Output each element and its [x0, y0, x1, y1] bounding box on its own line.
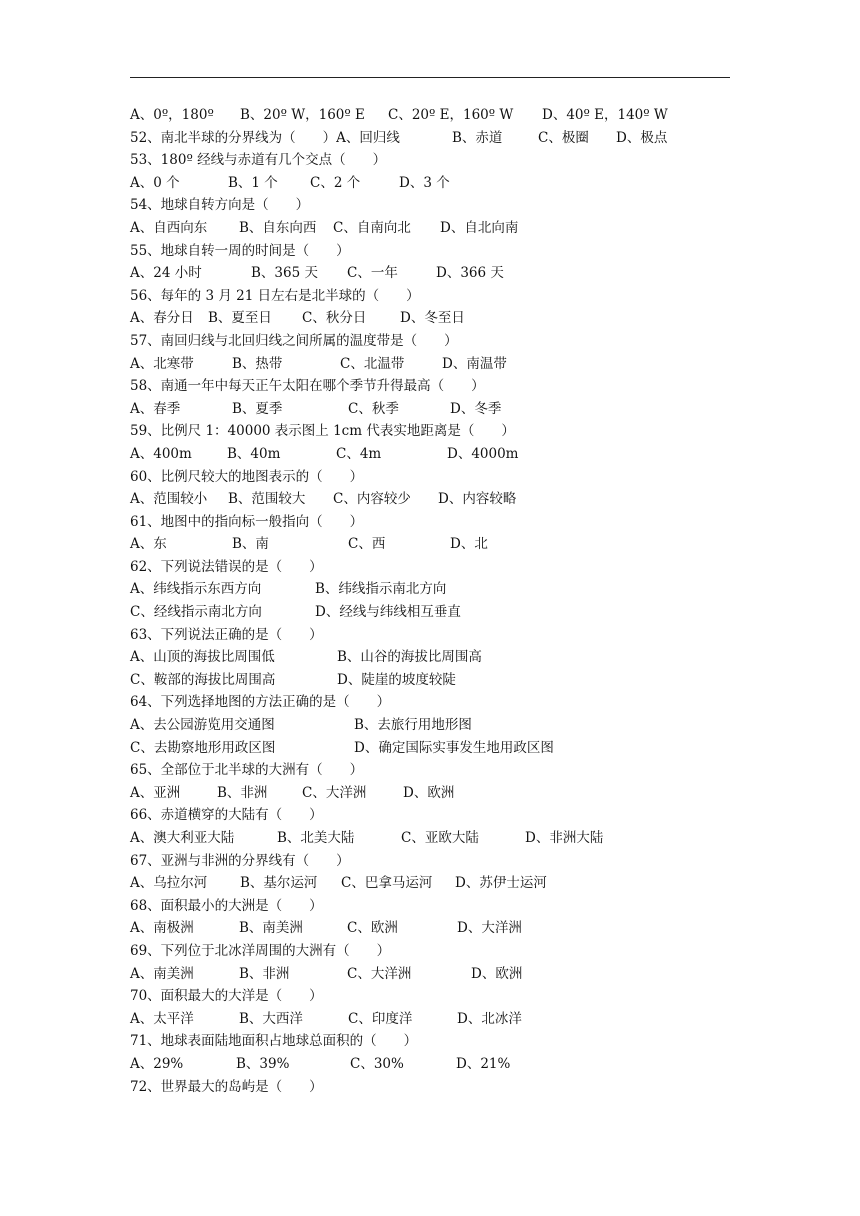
option-text: D、内容较略 [438, 491, 517, 508]
options-line [130, 307, 750, 330]
question-text: 67、亚洲与非洲的分界线有（ ） [130, 852, 350, 869]
option-text: B、39% [236, 1055, 290, 1072]
question-line [130, 466, 750, 489]
options-line [130, 533, 750, 556]
option-text: A、自西向东 [130, 219, 208, 236]
option-text: D、3 个 [399, 174, 450, 191]
question-text: 56、每年的 3 月 21 日左右是北半球的（ ） [130, 287, 420, 304]
question-line [130, 850, 750, 873]
option-text: A、0º，180º [130, 107, 214, 123]
option-text: D、经线与纬线相互垂直 [315, 604, 461, 621]
option-text: D、确定国际实事发生地用政区图 [354, 739, 554, 756]
option-text: D、冬至日 [400, 310, 465, 327]
question-text: 66、赤道横穿的大陆有（ ） [130, 807, 323, 824]
question-text: 62、下列说法错误的是（ ） [130, 558, 323, 575]
option-text: A、纬线指示东西方向 [130, 581, 262, 598]
options-line [130, 1008, 750, 1031]
question-text: 53、180º 经线与赤道有几个交点（ ） [130, 152, 387, 169]
option-text: D、欧洲 [471, 965, 523, 982]
options-line [130, 488, 750, 511]
question-text: 60、比例尺较大的地图表示的（ ） [130, 468, 364, 485]
option-text: C、大洋洲 [302, 784, 367, 801]
question-line [130, 556, 750, 579]
options-line [130, 917, 750, 940]
options-line [130, 669, 750, 692]
options-line [130, 601, 750, 624]
option-text: C、鞍部的海拔比周围高 [130, 671, 276, 688]
option-text: A、乌拉尔河 [130, 875, 208, 892]
option-text: C、内容较少 [333, 491, 411, 508]
question-text: 68、面积最小的大洲是（ ） [130, 897, 323, 914]
question-line [130, 511, 750, 534]
question-line [130, 759, 750, 782]
options-line [130, 714, 750, 737]
option-text: B、夏季 [232, 400, 283, 417]
question-text: 58、南通一年中每天正午太阳在哪个季节升得最高（ ） [130, 378, 485, 395]
question-text: 59、比例尺 1：40000 表示图上 1cm 代表实地距离是（ ） [130, 423, 515, 440]
option-text: B、大西洋 [239, 1010, 303, 1027]
option-text: A、南美洲 [130, 965, 194, 982]
question-text: 65、全部位于北半球的大洲有（ ） [130, 762, 364, 779]
option-text: D、极点 [616, 129, 668, 146]
option-text: B、夏至日 [208, 310, 272, 327]
option-text: A、范围较小 [130, 491, 208, 508]
question-text: 55、地球自转一周的时间是（ ） [130, 242, 350, 259]
question-line [130, 985, 750, 1008]
option-text: A、东 [130, 536, 167, 553]
option-text: B、基尔运河 [240, 875, 318, 892]
options-line [130, 827, 750, 850]
question-text: 69、下列位于北冰洋周围的大洲有（ ） [130, 942, 391, 959]
option-text: D、苏伊士运河 [455, 875, 547, 892]
question-text: 70、面积最大的大洋是（ ） [130, 988, 323, 1005]
option-text: A、400m [130, 445, 192, 462]
options-line [130, 398, 750, 421]
option-text: D、冬季 [450, 400, 502, 417]
options-line [130, 578, 750, 601]
option-text: B、北美大陆 [277, 830, 355, 846]
options-line [130, 172, 750, 195]
question-line [130, 240, 750, 263]
question-line [130, 1030, 750, 1053]
option-text: 52、南北半球的分界线为（ ）A、回归线 [130, 129, 400, 146]
question-line [130, 940, 750, 963]
option-text: D、非洲大陆 [525, 830, 604, 846]
option-text: A、春季 [130, 400, 181, 417]
question-line [130, 420, 750, 443]
option-text: B、365 天 [251, 265, 318, 282]
options-line [130, 1053, 750, 1076]
option-text: B、赤道 [452, 129, 503, 146]
option-text: A、北寒带 [130, 355, 194, 372]
option-text: B、自东向西 [239, 219, 317, 236]
option-text: D、21% [456, 1055, 511, 1072]
option-text: A、太平洋 [130, 1010, 194, 1027]
question-list [130, 104, 750, 1098]
question-text: 61、地图中的指向标一般指向（ ） [130, 513, 364, 530]
question-line [130, 375, 750, 398]
option-text: B、1 个 [228, 174, 278, 191]
options-line [130, 104, 750, 127]
option-text: D、北冰洋 [457, 1010, 522, 1027]
option-text: C、欧洲 [347, 920, 398, 937]
option-text: C、极圈 [538, 129, 589, 146]
option-text: A、山顶的海拔比周围低 [130, 649, 275, 666]
option-text: B、20º W，160º E [240, 107, 365, 123]
question-line [130, 330, 750, 353]
option-text: D、南温带 [442, 355, 507, 372]
option-text: C、30% [350, 1055, 404, 1072]
option-text: A、澳大利亚大陆 [130, 830, 235, 846]
option-text: C、2 个 [310, 174, 361, 191]
option-text: C、西 [348, 536, 386, 553]
header-rule [130, 77, 730, 78]
option-text: D、366 天 [436, 265, 504, 282]
option-text: C、秋季 [348, 400, 399, 417]
option-text: D、自北向南 [440, 219, 519, 236]
question-text: 54、地球自转方向是（ ） [130, 197, 310, 214]
option-text: A、29% [130, 1055, 184, 1072]
question-line [130, 285, 750, 308]
option-text: A、亚洲 [130, 784, 181, 801]
options-line [130, 872, 750, 895]
option-text: B、非洲 [217, 784, 268, 801]
option-text: D、陡崖的坡度较陡 [337, 671, 456, 688]
option-text: C、20º E，160º W [388, 107, 514, 123]
options-line [130, 963, 750, 986]
option-text: A、南极洲 [130, 920, 194, 937]
question-text: 64、下列选择地图的方法正确的是（ ） [130, 694, 391, 711]
question-text: 71、地球表面陆地面积占地球总面积的（ ） [130, 1033, 418, 1050]
option-text: C、自南向北 [333, 219, 411, 236]
option-text: A、24 小时 [130, 265, 202, 282]
option-text: B、纬线指示南北方向 [315, 581, 447, 598]
question-text: 72、世界最大的岛屿是（ ） [130, 1078, 323, 1095]
option-text: B、山谷的海拔比周围高 [337, 649, 482, 666]
option-text: B、南 [232, 536, 269, 553]
option-text: C、4m [336, 445, 382, 462]
option-text: C、一年 [347, 265, 398, 282]
option-text: D、4000m [447, 445, 519, 462]
question-line [130, 691, 750, 714]
question-line [130, 804, 750, 827]
option-text: C、去勘察地形用政区图 [130, 739, 276, 756]
option-text: D、40º E，140º W [542, 107, 668, 123]
option-text: D、北 [450, 536, 488, 553]
option-text: C、印度洋 [348, 1010, 413, 1027]
option-text: C、北温带 [340, 355, 405, 372]
options-line [130, 353, 750, 376]
options-line [130, 217, 750, 240]
option-text: C、经线指示南北方向 [130, 604, 262, 621]
question-line [130, 194, 750, 217]
option-text: D、大洋洲 [457, 920, 522, 937]
question-line [130, 624, 750, 647]
option-text: A、春分日 [130, 310, 194, 327]
question-text: 63、下列说法正确的是（ ） [130, 626, 323, 643]
options-line [130, 127, 750, 150]
option-text: B、非洲 [239, 965, 290, 982]
options-line [130, 443, 750, 466]
option-text: D、欧洲 [403, 784, 455, 801]
question-line [130, 1076, 750, 1099]
options-line [130, 262, 750, 285]
option-text: A、去公园游览用交通图 [130, 717, 275, 734]
option-text: B、40m [227, 445, 281, 462]
option-text: C、亚欧大陆 [401, 830, 479, 846]
question-line [130, 895, 750, 918]
option-text: A、0 个 [130, 174, 180, 191]
option-text: B、南美洲 [239, 920, 303, 937]
options-line [130, 782, 750, 805]
question-line [130, 149, 750, 172]
option-text: B、热带 [232, 355, 283, 372]
option-text: B、范围较大 [228, 491, 306, 508]
option-text: C、巴拿马运河 [341, 875, 433, 892]
option-text: C、秋分日 [302, 310, 367, 327]
question-text: 57、南回归线与北回归线之间所属的温度带是（ ） [130, 332, 458, 349]
option-text: C、大洋洲 [347, 965, 412, 982]
options-line [130, 646, 750, 669]
options-line [130, 737, 750, 760]
option-text: B、去旅行用地形图 [354, 717, 472, 734]
